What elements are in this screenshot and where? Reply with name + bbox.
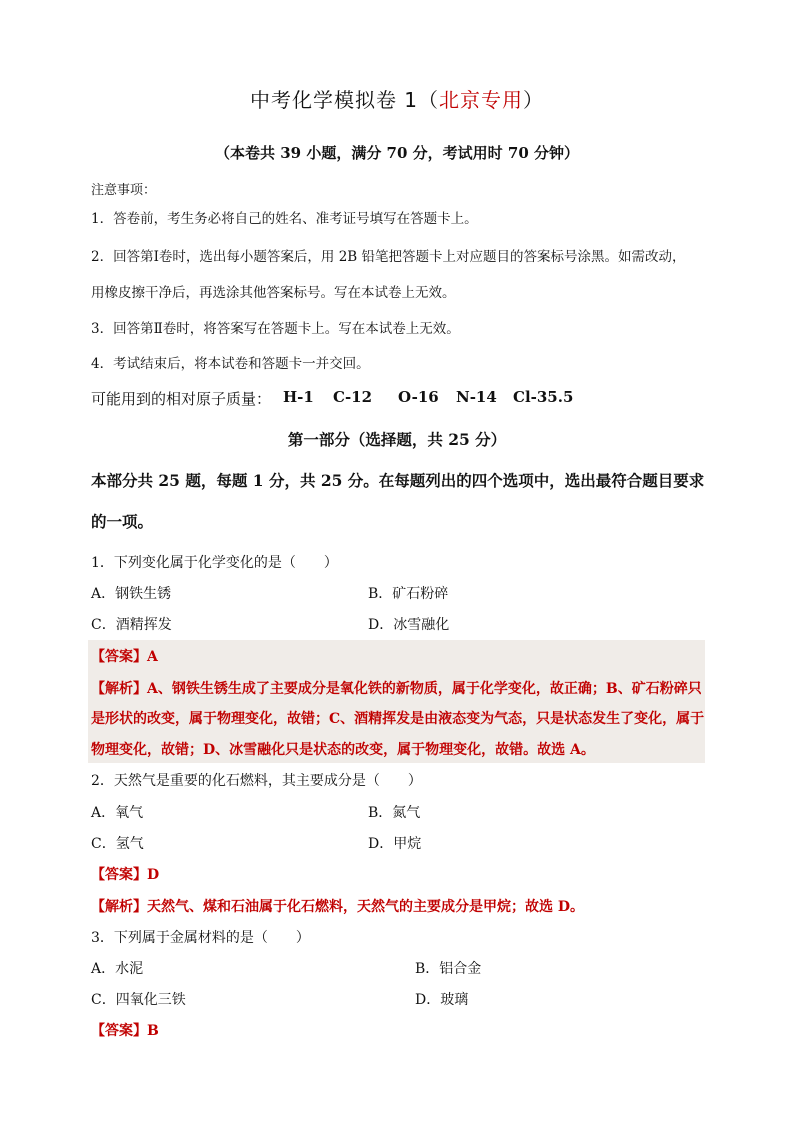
atomic-masses-label: 可能用到的相对原子质量：: [91, 390, 272, 408]
analysis-line: [91, 896, 584, 916]
note-item: 3．回答第Ⅱ卷时，将答案写在答题卡上。写在本试卷上无效。: [91, 321, 460, 337]
answer-value: D: [147, 867, 160, 883]
option-a: A．水泥: [91, 961, 144, 977]
answer-line: [91, 646, 158, 666]
section-heading: 第一部分（选择题，共 25 分）: [287, 430, 507, 449]
question-stem: 3．下列属于金属材料的是（ ）: [91, 930, 310, 946]
option-c: C．四氧化三铁: [91, 992, 186, 1008]
note-item: 4．考试结束后，将本试卷和答题卡一并交回。: [91, 356, 370, 372]
exam-subtitle: （本卷共 39 小题，满分 70 分，考试用时 70 分钟）: [215, 144, 579, 162]
answer-value: B: [147, 1023, 159, 1039]
note-item: 2．回答第Ⅰ卷时，选出每小题答案后，用 2B 铅笔把答题卡上对应题目的答案标号涂黑。如需改动，: [91, 249, 686, 265]
title-close: ）: [523, 88, 545, 112]
atomic-masses: [91, 388, 271, 409]
answer-value: A: [147, 649, 158, 665]
answer-line: [91, 1020, 159, 1040]
option-c: C．酒精挥发: [91, 617, 172, 633]
analysis-text: A、钢铁生锈生成了主要成分是氧化铁的新物质，属于化学变化，故正确；B、矿石粉碎只: [147, 681, 702, 697]
note-item: 1．答卷前，考生务必将自己的姓名、准考证号填写在答题卡上。: [91, 211, 478, 227]
answer-label: 【答案】: [91, 1023, 147, 1039]
option-d: D．甲烷: [368, 836, 422, 852]
analysis-label: 【解析】: [91, 681, 147, 697]
question-stem: 1．下列变化属于化学变化的是（ ）: [91, 555, 338, 571]
option-a: A．钢铁生锈: [91, 586, 172, 602]
option-d: D．玻璃: [415, 992, 469, 1008]
title-region: 北京专用: [439, 88, 524, 112]
question-stem: 2．天然气是重要的化石燃料，其主要成分是（ ）: [91, 773, 422, 789]
atomic-mass: O-16: [398, 388, 439, 406]
analysis-text: 物理变化，故错；D、冰雪融化只是状态的改变，属于物理变化，故错。故选 A。: [91, 742, 595, 758]
option-a: A．氧气: [91, 805, 144, 821]
analysis-text: 是形状的改变，属于物理变化，故错；C、酒精挥发是由液态变为气态，只是状态发生了变化，属于: [91, 711, 705, 727]
notes-heading: 注意事项：: [91, 183, 157, 198]
answer-label: 【答案】: [91, 649, 147, 665]
analysis-text: 天然气、煤和石油属于化石燃料，天然气的主要成分是甲烷；故选 D。: [147, 899, 585, 915]
analysis-line: [91, 678, 702, 698]
section-intro: 的一项。: [91, 512, 154, 531]
option-b: B．氮气: [368, 805, 421, 821]
option-b: B．铝合金: [415, 961, 482, 977]
option-b: B．矿石粉碎: [368, 586, 449, 602]
atomic-mass: N-14: [456, 388, 497, 406]
note-item: 用橡皮擦干净后，再选涂其他答案标号。写在本试卷上无效。: [91, 285, 456, 301]
analysis-label: 【解析】: [91, 899, 147, 915]
section-intro: 本部分共 25 题，每题 1 分，共 25 分。在每题列出的四个选项中，选出最符合题目要求: [91, 471, 705, 490]
answer-line: [91, 864, 159, 884]
atomic-mass: H-1: [283, 388, 314, 406]
atomic-mass: Cl-35.5: [513, 388, 574, 406]
answer-label: 【答案】: [91, 867, 147, 883]
atomic-mass: C-12: [333, 388, 373, 406]
option-c: C．氢气: [91, 836, 144, 852]
page-title: [0, 84, 794, 113]
title-main: 中考化学模拟卷 1（: [249, 88, 440, 112]
option-d: D．冰雪融化: [368, 617, 450, 633]
